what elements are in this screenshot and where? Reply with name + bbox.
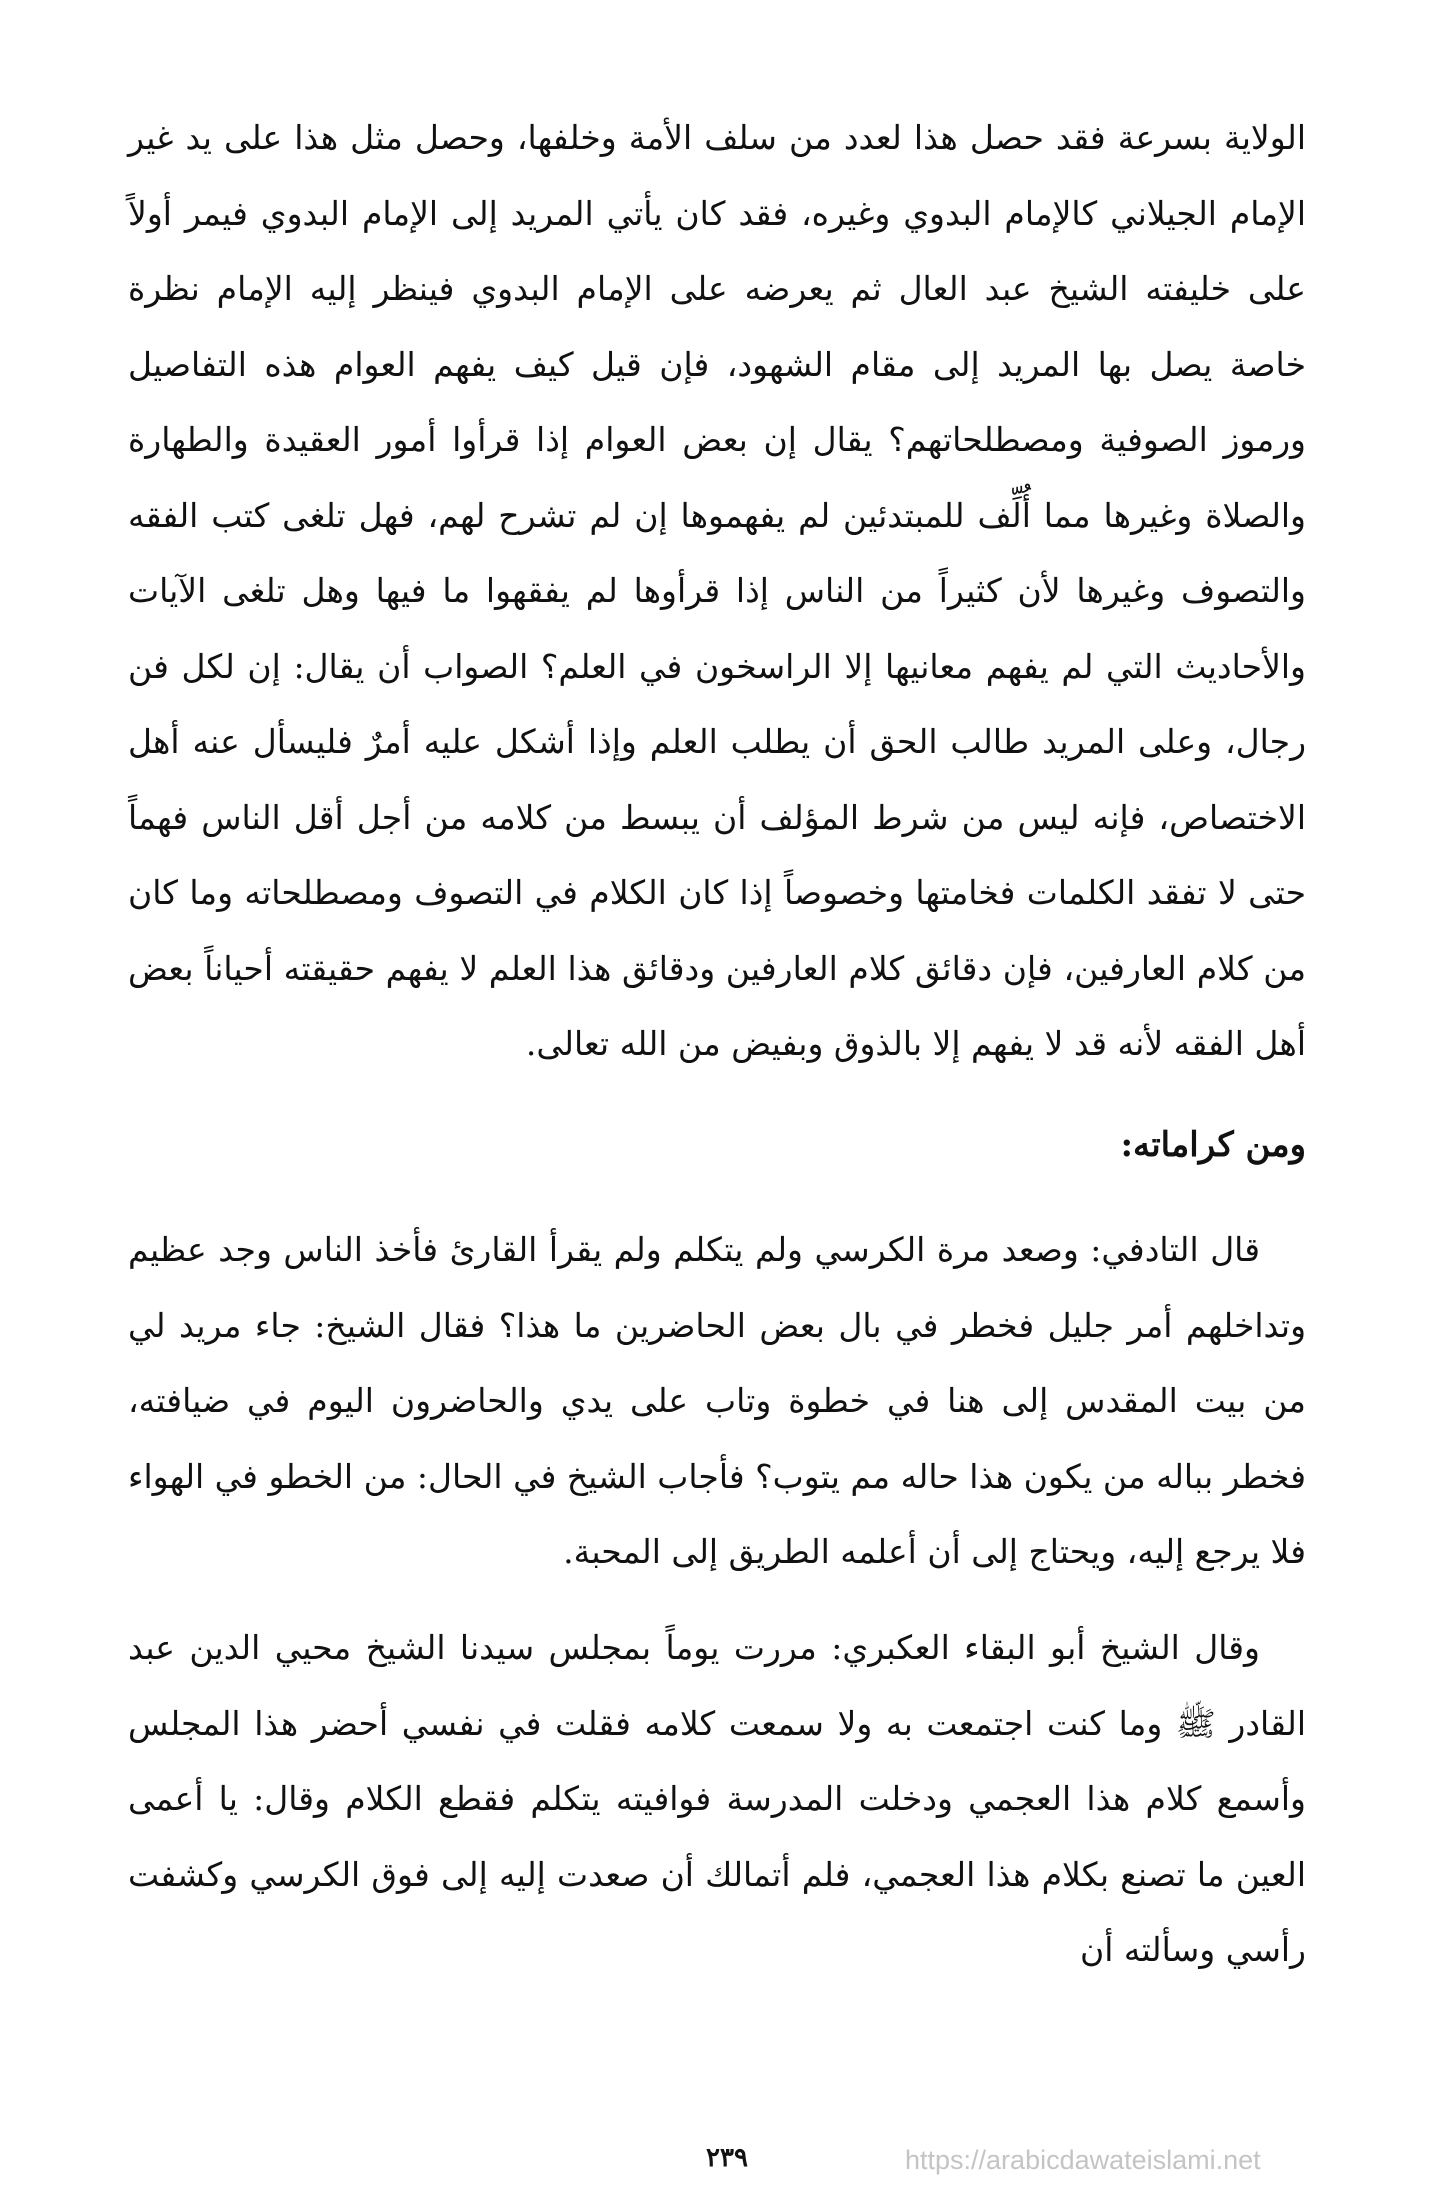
body-paragraph-3	[128, 1610, 1306, 1988]
watermark-url: https://arabicdawateislami.net	[905, 2145, 1261, 2175]
section-heading: ومن كراماته:	[1120, 1125, 1306, 1165]
page-number: ٢٣٩	[706, 2143, 748, 2173]
paragraph-text: الولاية بسرعة فقد حصل هذا لعدد من سلف الأمة وخلفها، وحصل مثل هذا على يد غير الإمام الجيلاني كالإمام البدوي وغيره، فقد كان يأتي المريد إلى الإمام البدوي فيمر أولاً على خليفته الشيخ عبد العال ثم يعرضه على الإمام البدوي فينظر إليه الإمام نظرة خاصة يصل بها المريد إلى مقام الشهود، فإن قيل كيف يفهم العوام هذه التفاصيل ورموز الصوفية ومصطلحاتهم؟ يقال إن بعض العوام إذا قرأوا أمور العقيدة والطهارة والصلاة وغيرها مما أُلِّف للمبتدئين لم يفهموها إن لم تشرح لهم، فهل تلغى كتب الفقه والتصوف وغيرها لأن كثيراً من الناس إذا قرأوها لم يفقهوا ما فيها وهل تلغى الآيات والأحاديث التي لم يفهم معانيها إلا الراسخون في العلم؟ الصواب أن يقال: إن لكل فن رجال، وعلى المريد طالب الحق أن يطلب العلم وإذا أشكل عليه أمرٌ فليسأل عنه أهل الاختصاص، فإنه ليس من شرط المؤلف أن يبسط من كلامه من أجل أقل الناس فهماً حتى لا تفقد الكلمات فخامتها وخصوصاً إذا كان الكلام في التصوف ومصطلحاته وما كان من كلام العارفين، فإن دقائق كلام العارفين ودقائق هذا العلم لا يفهم حقيقته أحياناً بعض أهل الفقه لأنه قد لا يفهم إلا بالذوق وبفيض من الله تعالى.	[128, 118, 1306, 1063]
paragraph-text: وقال الشيخ أبو البقاء العكبري: مررت يوماً بمجلس سيدنا الشيخ محيي الدين عبد القادر ﷺ وما كنت اجتمعت به ولا سمعت كلامه فقلت في نفسي أحضر هذا المجلس وأسمع كلام هذا العجمي ودخلت المدرسة فوافيته يتكلم فقطع الكلام وقال: يا أعمى العين ما تصنع بكلام هذا العجمي، فلم أتمالك أن صعدت إليه إلى فوق الكرسي وكشفت رأسي وسألته أن	[128, 1628, 1306, 1969]
body-paragraph-1	[128, 100, 1306, 1082]
paragraph-text: قال التادفي: وصعد مرة الكرسي ولم يتكلم ولم يقرأ القارئ فأخذ الناس وجد عظيم وتداخلهم أمر جليل فخطر في بال بعض الحاضرين ما هذا؟ فقال الشيخ: جاء مريد لي من بيت المقدس إلى هنا في خطوة وتاب على يدي والحاضرون اليوم في ضيافته، فخطر بباله من يكون هذا حاله مم يتوب؟ فأجاب الشيخ في الحال: من الخطو في الهواء فلا يرجع إليه، ويحتاج إلى أن أعلمه الطريق إلى المحبة.	[128, 1230, 1306, 1571]
body-paragraph-2	[128, 1212, 1306, 1590]
